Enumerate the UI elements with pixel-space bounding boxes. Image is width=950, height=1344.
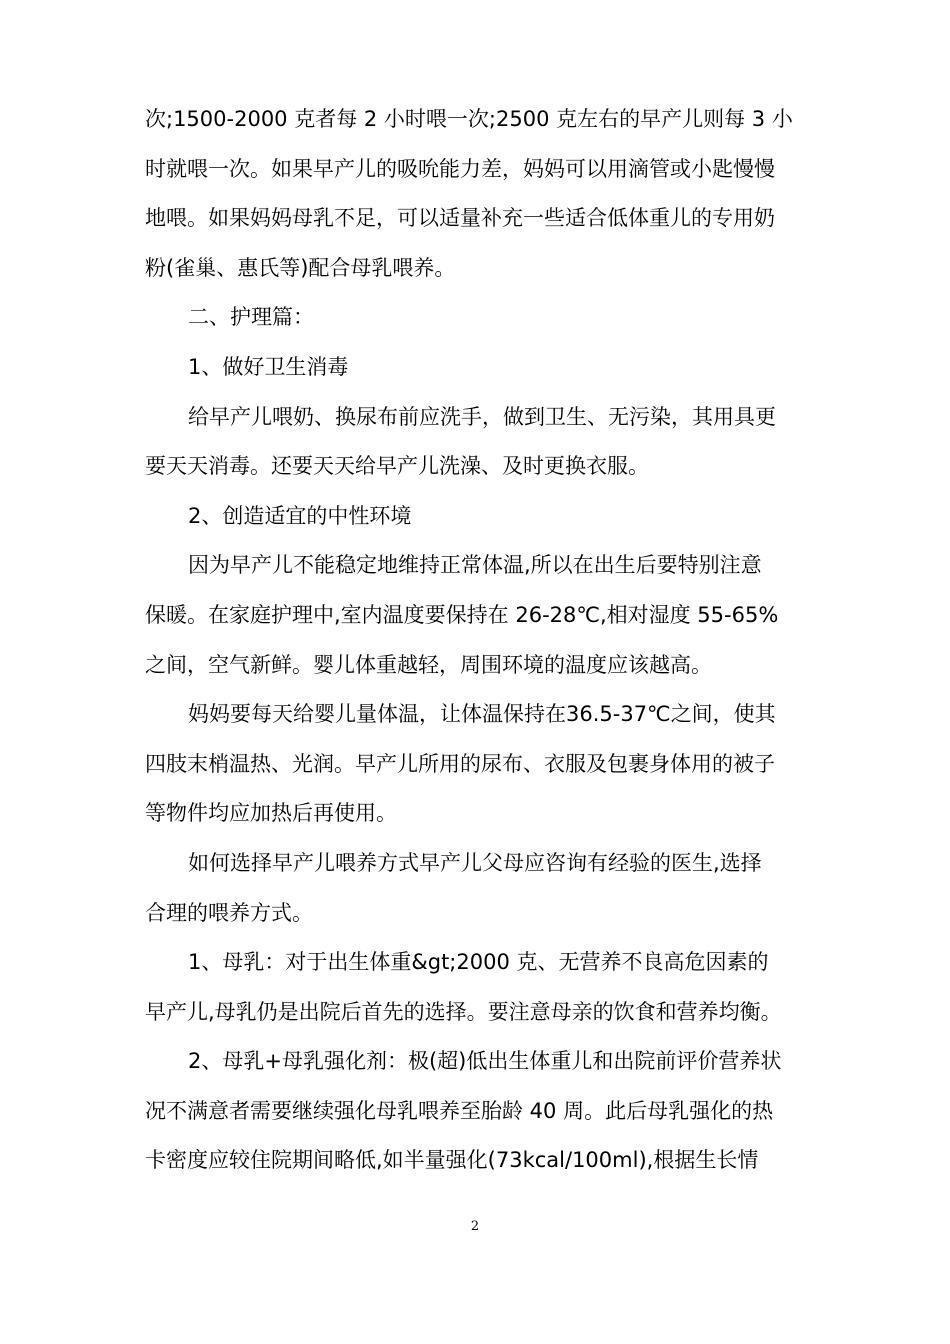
text-line: 合理的喂养方式。 <box>145 900 313 925</box>
text-line: 卡密度应较住院期间略低,如半量强化(73kcal/100ml),根据生长情 <box>145 1148 759 1173</box>
text-line: 要天天消毒。还要天天给早产儿洗澡、及时更换衣服。 <box>145 454 649 479</box>
text-line: 地喂。如果妈妈母乳不足，可以适量补充一些适合低体重儿的专用奶 <box>145 206 775 231</box>
text-line: 早产儿,母乳仍是出院后首先的选择。要注意母亲的饮食和营养均衡。 <box>145 999 782 1024</box>
text-line: 四肢末梢温热、光润。早产儿所用的尿布、衣服及包裹身体用的被子 <box>145 751 775 776</box>
text-line: 时就喂一次。如果早产儿的吸吮能力差，妈妈可以用滴管或小匙慢慢 <box>145 156 775 181</box>
body-text <box>145 95 817 1186</box>
subheading-hygiene: 1、做好卫生消毒 <box>188 354 349 379</box>
text-line: 2、母乳+母乳强化剂：极(超)低出生体重儿和出院前评价营养状 <box>188 1049 782 1074</box>
text-line: 如何选择早产儿喂养方式早产儿父母应咨询有经验的医生,选择 <box>188 850 762 875</box>
text-line: 粉(雀巢、惠氏等)配合母乳喂养。 <box>145 255 456 280</box>
text-line: 因为早产儿不能稳定地维持正常体温,所以在出生后要特别注意 <box>188 553 762 578</box>
section-heading-care: 二、护理篇： <box>188 305 314 330</box>
text-line: 妈妈要每天给婴儿量体温，让体温保持在36.5-37℃之间，使其 <box>188 702 776 727</box>
text-line: 况不满意者需要继续强化母乳喂养至胎龄 40 周。此后母乳强化的热 <box>145 1098 774 1123</box>
text-line: 保暖。在家庭护理中,室内温度要保持在 26-28℃,相对湿度 55-65% <box>145 602 779 627</box>
page-number: 2 <box>470 1219 480 1234</box>
text-line: 之间，空气新鲜。婴儿体重越轻，周围环境的温度应该越高。 <box>145 652 712 677</box>
text-line: 给早产儿喂奶、换尿布前应洗手，做到卫生、无污染，其用具更 <box>188 404 776 429</box>
text-line: 次;1500-2000 克者每 2 小时喂一次;2500 克左右的早产儿则每 3 小 <box>145 107 793 131</box>
text-line: 等物件均应加热后再使用。 <box>145 801 397 826</box>
text-line: 1、母乳：对于出生体重&gt;2000 克、无营养不良高危因素的 <box>188 950 769 975</box>
subheading-environment: 2、创造适宜的中性环境 <box>188 503 412 528</box>
